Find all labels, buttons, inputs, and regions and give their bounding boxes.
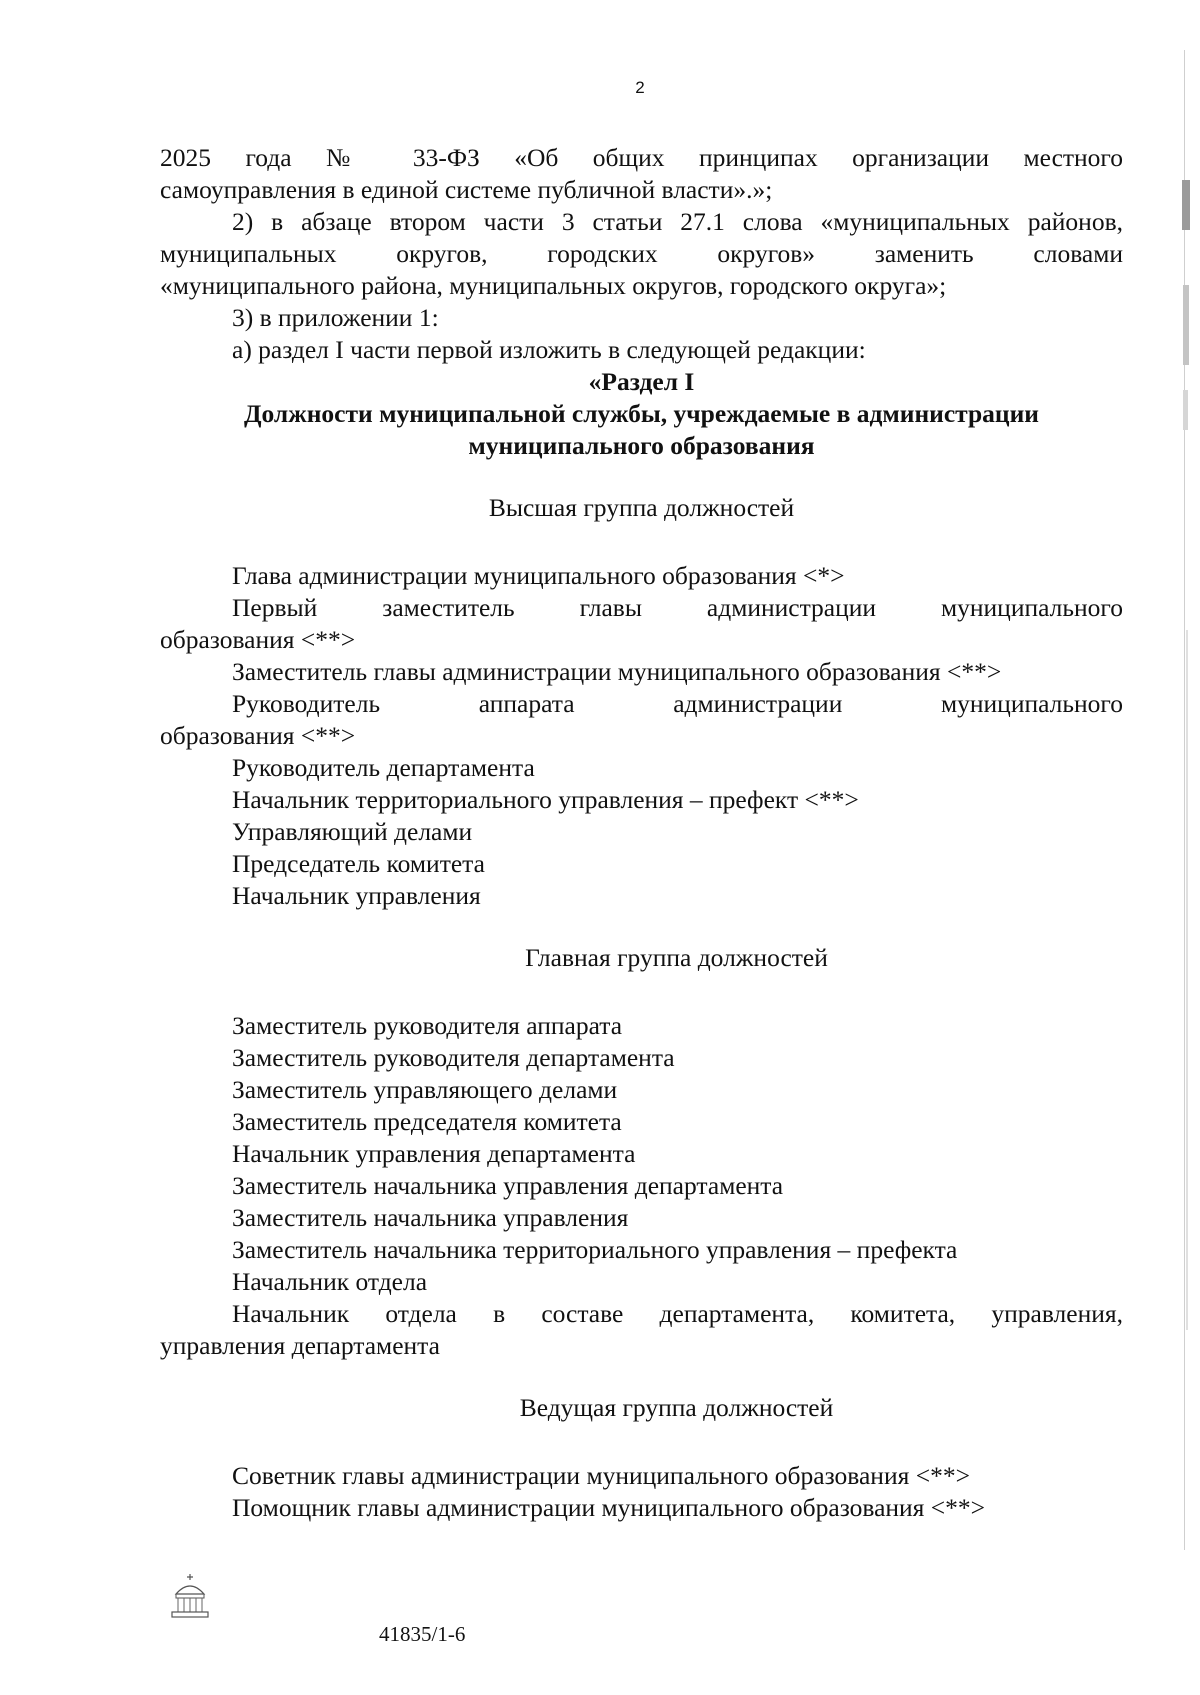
position-item: Председатель комитета [232, 849, 485, 878]
position-item: Руководитель департамента [232, 753, 535, 782]
position-item: Начальник управления [232, 881, 481, 910]
position-item: Глава администрации муниципального образования <*> [232, 561, 845, 590]
amendment-item-2: 2) в абзаце втором части 3 статьи 27.1 слова «муниципальных районов, [232, 207, 1123, 236]
position-item: Заместитель начальника территориального управления – префекта [232, 1235, 958, 1264]
page-number: 2 [635, 78, 645, 97]
section-subtitle: Должности муниципальной службы, учреждаемые в администрации [243, 399, 1040, 428]
intro-line: 2025 года № 33-ФЗ «Об общих принципах организации местного [160, 143, 1123, 172]
group-heading-main: Главная группа должностей [525, 943, 828, 972]
position-item: Заместитель начальника управления [232, 1203, 629, 1232]
amendment-item-3a: а) раздел I части первой изложить в следующей редакции: [232, 335, 866, 364]
position-item: Начальник управления департамента [232, 1139, 636, 1168]
scan-edge-marks [1180, 30, 1192, 1590]
position-item: Заместитель руководителя аппарата [232, 1011, 623, 1040]
position-list-highest [160, 560, 1123, 912]
document-body [160, 142, 1123, 1524]
position-item-cont: образования <**> [160, 625, 356, 654]
position-item: Начальник отдела [232, 1267, 428, 1296]
amendment-item-2-cont: «муниципального района, муниципальных округов, городского округа»; [160, 271, 947, 300]
position-list-leading [160, 1460, 1123, 1524]
coat-of-arms-icon [168, 1572, 212, 1620]
intro-line: самоуправления в единой системе публичной власти».»; [160, 175, 773, 204]
document-code: 41835/1-6 [379, 1622, 466, 1646]
position-list-main [160, 1010, 1123, 1362]
position-item: Помощник главы администрации муниципального образования <**> [232, 1493, 986, 1522]
position-item: Заместитель руководителя департамента [232, 1043, 675, 1072]
position-item: Заместитель главы администрации муниципального образования <**> [232, 657, 1002, 686]
position-item: Начальник отдела в составе департамента, комитета, управления, [232, 1299, 1123, 1328]
position-item: Заместитель начальника управления департамента [232, 1171, 784, 1200]
section-title: «Раздел I [588, 367, 695, 396]
position-item-cont: образования <**> [160, 721, 356, 750]
position-item: Управляющий делами [232, 817, 473, 846]
group-heading-highest: Высшая группа должностей [488, 493, 795, 522]
position-item: Советник главы администрации муниципального образования <**> [232, 1461, 970, 1490]
position-item: Руководитель аппарата администрации муниципального [232, 689, 1123, 718]
position-item-cont: управления департамента [160, 1331, 440, 1360]
section-subtitle: муниципального образования [468, 431, 815, 460]
position-item: Первый заместитель главы администрации муниципального [232, 593, 1123, 622]
position-item: Заместитель управляющего делами [232, 1075, 618, 1104]
group-heading-leading: Ведущая группа должностей [519, 1393, 834, 1422]
amendment-item-2-cont: муниципальных округов, городских округов» заменить словами [160, 239, 1123, 268]
position-item: Заместитель председателя комитета [232, 1107, 622, 1136]
position-item: Начальник территориального управления – префект <**> [232, 785, 859, 814]
amendment-item-3: 3) в приложении 1: [232, 303, 439, 332]
